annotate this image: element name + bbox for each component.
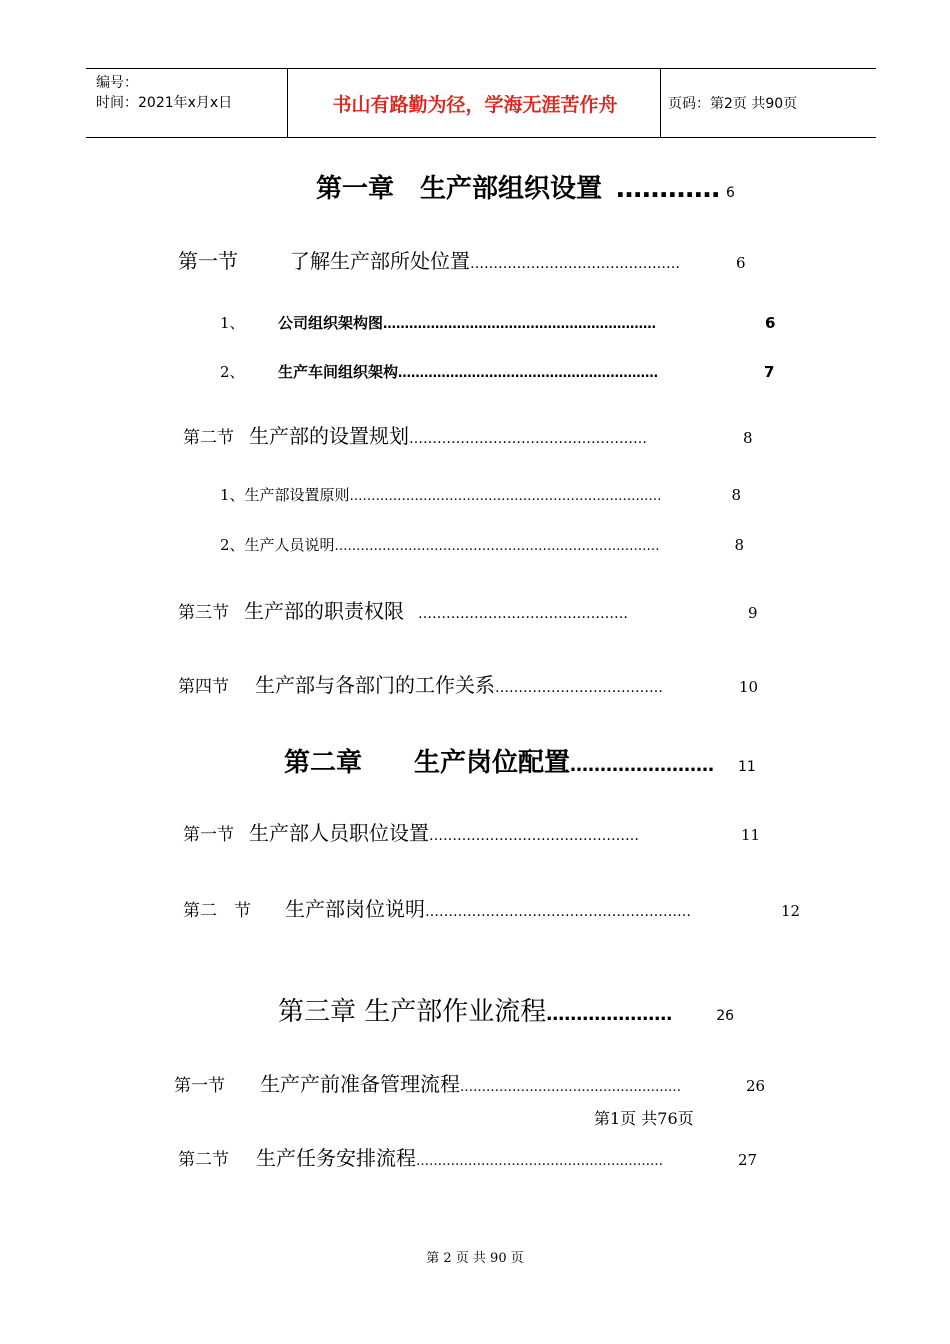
toc-label: 生产部与各部门的工作关系 — [255, 673, 495, 697]
toc-leader: ………………………………………………… — [425, 904, 691, 920]
toc-label: 第一章 生产部组织设置 — [316, 174, 603, 204]
toc-label: 公司组织架构图 — [278, 314, 384, 332]
toc-label: 生产车间组织架构 — [278, 363, 399, 381]
toc-page: 12 — [781, 902, 801, 920]
toc-page: 6 — [765, 314, 776, 332]
toc-section-2-1[interactable] — [183, 817, 760, 846]
toc-section-1-2[interactable] — [183, 420, 753, 449]
toc-leader: …………………………………………………… — [398, 366, 659, 381]
toc-leader: ……………………………………………………… — [383, 317, 657, 332]
toc-chapter-2[interactable] — [284, 742, 756, 779]
header-page-info: 页码：第2页 共90页 — [668, 96, 798, 112]
toc-section-1-3[interactable] — [178, 595, 758, 624]
toc-leader: …………………… — [570, 755, 715, 776]
toc-leader: ……………………………………………………………… — [349, 489, 662, 504]
toc-page: 6 — [726, 185, 735, 201]
toc-page: 26 — [716, 1008, 735, 1024]
toc-page: 8 — [743, 429, 753, 447]
toc-label: 1、生产部设置原则 — [220, 486, 350, 504]
toc-page: 8 — [731, 486, 742, 504]
toc-leader: ………………………………………………… — [416, 1154, 663, 1169]
toc-label: 生产部岗位说明 — [285, 897, 425, 921]
toc-number: 2、 — [220, 363, 245, 381]
toc-prefix: 第一节 — [183, 825, 234, 845]
toc-chapter-1[interactable] — [316, 168, 735, 205]
page-footer: 第 2 页 共 90 页 — [426, 1251, 524, 1266]
toc-prefix: 第四节 — [178, 677, 229, 697]
toc-item-1-2-2[interactable] — [220, 534, 744, 555]
toc-prefix: 第三节 — [178, 603, 229, 623]
time-text: 时间：2021年x月x日 — [96, 95, 233, 111]
toc-label: 生产部人员职位设置 — [249, 821, 429, 845]
toc-page: 26 — [746, 1077, 766, 1095]
toc-leader: ………………………………………………………………… — [334, 539, 660, 554]
toc-label: 第二章 生产岗位配置 — [284, 748, 571, 778]
toc-page: 27 — [738, 1151, 758, 1169]
toc-page: 11 — [738, 759, 756, 775]
toc-leader: ………………… — [546, 1004, 673, 1025]
toc-label: 生产部的职责权限 — [244, 599, 404, 623]
toc-section-3-1[interactable] — [174, 1068, 765, 1097]
toc-leader: …………………………………………… — [460, 1080, 681, 1095]
code-label: 编号： — [96, 75, 138, 91]
toc-prefix: 第一节 — [178, 249, 238, 273]
toc-item-1-1-1[interactable] — [220, 312, 775, 333]
toc-leader: ……………………………… — [495, 680, 663, 696]
toc-page: 9 — [748, 604, 758, 622]
toc-section-1-4[interactable] — [178, 669, 758, 698]
toc-page: 8 — [734, 536, 745, 554]
toc-page: 10 — [739, 678, 759, 696]
header-motto: 书山有路勤为径，学海无涯苦作舟 — [332, 93, 618, 116]
toc-label: 了解生产部所处位置 — [290, 249, 470, 273]
toc-prefix: 第二节 — [178, 1150, 229, 1170]
toc-leader: …………………………………………… — [409, 431, 647, 447]
toc-page: 6 — [736, 254, 746, 272]
toc-chapter-3[interactable] — [278, 991, 734, 1028]
toc-label: 生产任务安排流程 — [256, 1146, 416, 1170]
document-header — [86, 68, 876, 138]
toc-prefix: 第一节 — [174, 1076, 225, 1096]
toc-label: 生产产前准备管理流程 — [260, 1072, 460, 1096]
toc-leader: ……………………………………… — [418, 606, 628, 622]
header-meta — [96, 73, 232, 113]
toc-prefix: 第二 节 — [183, 901, 251, 921]
toc-number: 1、 — [220, 314, 245, 332]
toc-item-1-1-2[interactable] — [220, 361, 774, 382]
toc-leader: ……………………………………… — [429, 828, 639, 844]
toc-label: 第三章 生产部作业流程 — [278, 997, 547, 1027]
toc-leader: ………… — [616, 174, 721, 204]
toc-page: 7 — [764, 363, 775, 381]
toc-section-3-2[interactable] — [178, 1142, 757, 1171]
toc-section-2-2[interactable] — [183, 893, 800, 922]
embedded-page-number: 第1页 共76页 — [594, 1109, 694, 1128]
toc-label: 2、生产人员说明 — [220, 536, 335, 554]
toc-page: 11 — [741, 826, 761, 844]
toc-section-1-1[interactable] — [178, 245, 746, 274]
toc-item-1-2-1[interactable] — [220, 484, 741, 505]
toc-label: 生产部的设置规划 — [249, 424, 409, 448]
toc-leader: ……………………………………… — [470, 256, 680, 272]
toc-prefix: 第二节 — [183, 428, 234, 448]
